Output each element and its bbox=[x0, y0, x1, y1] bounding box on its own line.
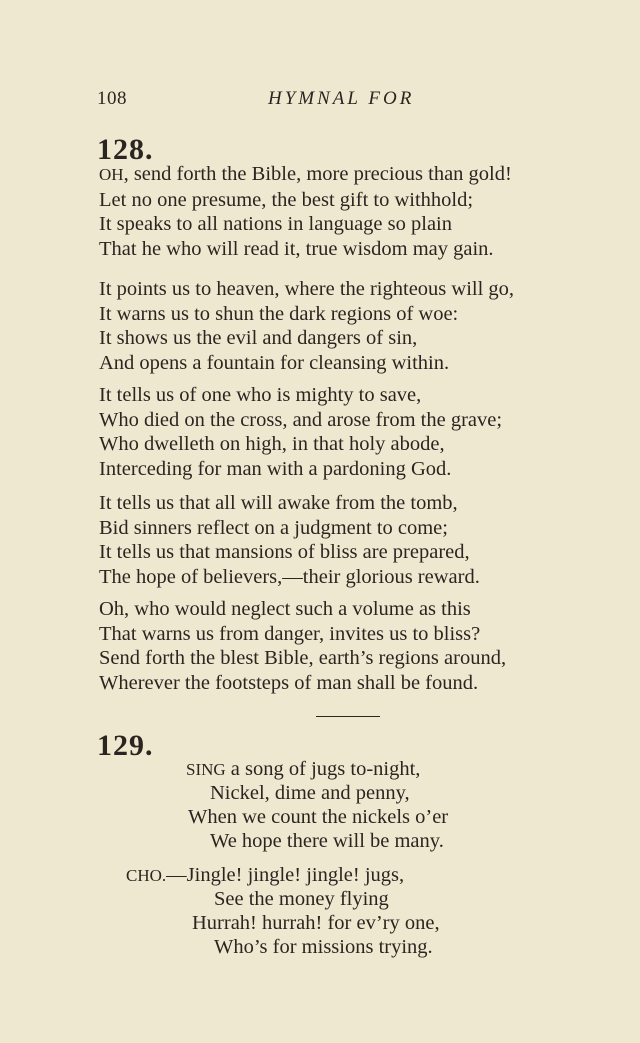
hymn-number-129: 129. bbox=[97, 729, 154, 762]
stanza-line: Who dwelleth on high, in that holy abode, bbox=[99, 433, 445, 455]
small-caps-lead: SING bbox=[186, 760, 226, 779]
stanza-line: Bid sinners reflect on a judgment to come; bbox=[99, 516, 448, 539]
stanza-line: Wherever the footsteps of man shall be found. bbox=[99, 671, 479, 694]
stanza-line: It tells us that mansions of bliss are prepared, bbox=[99, 541, 470, 563]
hymn129-verse-line-3: When we count the nickels o’er bbox=[188, 806, 449, 828]
stanza-line: That warns us from danger, invites us to bliss? bbox=[99, 622, 481, 645]
hymn-number-128: 128. bbox=[97, 133, 154, 166]
stanza-line: The hope of believers,—their glorious reward. bbox=[99, 565, 480, 588]
section-divider bbox=[316, 716, 380, 717]
stanza-line: Let no one presume, the best gift to withhold; bbox=[99, 188, 474, 211]
stanza-line: Oh, who would neglect such a volume as this bbox=[99, 598, 471, 620]
stanza-line: Send forth the blest Bible, earth’s regions around, bbox=[99, 647, 507, 669]
running-title: HYMNAL FOR bbox=[268, 88, 415, 109]
stanza-line: It tells us of one who is mighty to save, bbox=[99, 384, 422, 406]
stanza-line: It tells us that all will awake from the tomb, bbox=[99, 492, 458, 514]
stanza-line: Who died on the cross, and arose from the grave; bbox=[99, 408, 503, 431]
hymn129-verse-line-4: We hope there will be many. bbox=[210, 830, 444, 852]
hymn129-chorus-line-1: CHO.—Jingle! jingle! jingle! jugs, bbox=[126, 864, 405, 886]
hymn129-verse-line-2: Nickel, dime and penny, bbox=[210, 782, 410, 804]
stanza-line: That he who will read it, true wisdom may gain. bbox=[99, 237, 494, 260]
hymn128-stanza-5 bbox=[99, 597, 506, 695]
hymn129-chorus-line-3: Hurrah! hurrah! for ev’ry one, bbox=[192, 912, 440, 934]
stanza-line: OH, send forth the Bible, more precious than gold! bbox=[99, 163, 512, 185]
stanza-line: It points us to heaven, where the righteous will go, bbox=[99, 278, 515, 300]
hymn128-stanza-3 bbox=[99, 383, 502, 481]
page-number: 108 bbox=[97, 88, 127, 109]
small-caps-lead: OH bbox=[99, 165, 124, 184]
hymn128-stanza-2 bbox=[99, 277, 514, 375]
hymn129-verse-line-1: SING a song of jugs to-night, bbox=[186, 758, 421, 780]
hymn129-chorus-line-2: See the money flying bbox=[214, 888, 389, 910]
stanza-line: It warns us to shun the dark regions of woe: bbox=[99, 302, 459, 325]
chorus-label: CHO. bbox=[126, 866, 167, 885]
stanza-line: It speaks to all nations in language so plain bbox=[99, 213, 452, 235]
stanza-line: It shows us the evil and dangers of sin, bbox=[99, 327, 418, 349]
stanza-line: And opens a fountain for cleansing within. bbox=[99, 351, 450, 374]
hymn129-chorus-line-4: Who’s for missions trying. bbox=[214, 936, 433, 958]
hymn128-stanza-1 bbox=[99, 162, 512, 261]
hymn128-stanza-4 bbox=[99, 491, 480, 589]
stanza-line: Interceding for man with a pardoning God. bbox=[99, 457, 452, 480]
